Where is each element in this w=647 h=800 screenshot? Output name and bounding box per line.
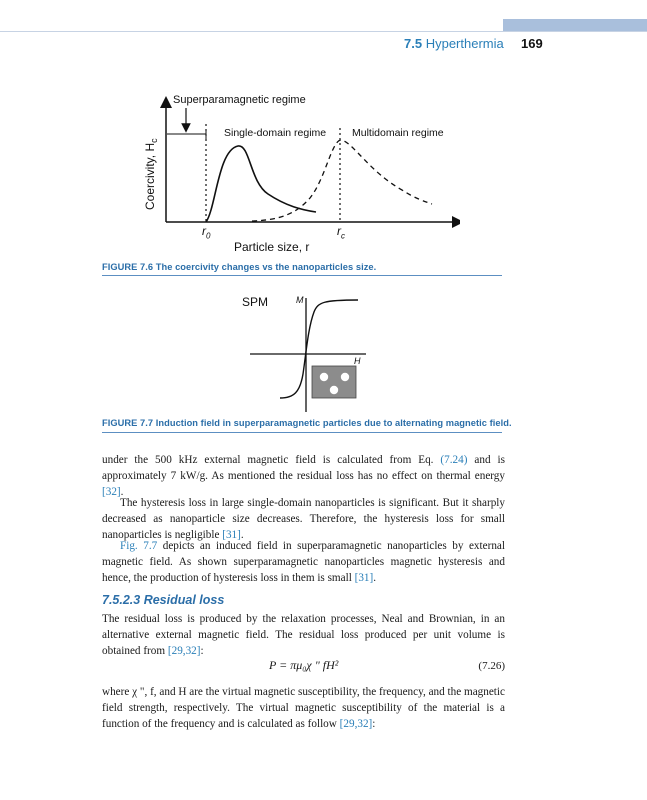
citation-link[interactable]: [31] [222, 529, 241, 542]
h-axis-label: H [354, 356, 361, 366]
equation-reference-link[interactable]: (7.24) [440, 454, 468, 466]
paragraph-2: The hysteresis loss in large single-domain nanoparticles is significant. But it sharply decreased as nanoparticle size decreases. Therefore, the hysteresis loss for small nanoparticles is negligible [31]. [102, 497, 505, 542]
equation-number: (7.26) [478, 660, 505, 672]
paragraph-1: under the 500 kHz external magnetic field is calculated from Eq. (7.24) and is approximately 7 kW/g. As mentioned the residual loss has no effect on thermal energy [32]. [102, 454, 505, 499]
paragraph-3: Fig. 7.7 depicts an induced field in superparamagnetic nanoparticles by external magnetic field. As shown superparamagnetic nanoparticles magnetic hysteresis and hence, the production of hysteresis loss in them is small [31]. [102, 540, 505, 585]
coercivity-diagram [140, 88, 460, 258]
r0-label: $r_0$ [202, 224, 211, 241]
figure-7-7-caption: FIGURE 7.7 Induction field in superparamagnetic particles due to alternating magnetic field. [102, 418, 512, 428]
paragraph-5: where χ ", f, and H are the virtual magnetic susceptibility, the frequency, and the magnetic field strength, respectively. The virtual magnetic susceptibility of the material is a function of the frequency and is calculated as follow [29,32]: [102, 686, 505, 731]
equation-body: P = πμ₀χ " fH² [269, 658, 339, 672]
citation-link[interactable]: [29,32] [339, 718, 373, 731]
figure-7-6 [140, 88, 460, 258]
equation-7-26 [102, 658, 505, 678]
figure-7-6-caption: FIGURE 7.6 The coercivity changes vs the nanoparticles size. [102, 262, 377, 272]
nanoparticle [330, 386, 338, 394]
superparamagnetic-regime-label: Superparamagnetic regime [173, 94, 306, 106]
single-domain-regime-label: Single-domain regime [224, 127, 327, 139]
single-domain-curve [206, 146, 316, 222]
multidomain-regime-label: Multidomain regime [352, 127, 444, 139]
header-rule [0, 31, 647, 32]
rc-label: $r_c$ [337, 224, 345, 241]
figure-7-7-caption-rule [102, 432, 502, 433]
section-heading: 7.5.2.3 Residual loss [102, 593, 225, 607]
figure-reference-link[interactable]: Fig. 7.7 [120, 540, 158, 552]
multidomain-dashed-curve [252, 140, 432, 221]
paragraph-4: The residual loss is produced by the relaxation processes, Neal and Brownian, in an alternative external magnetic field. The residual loss produced per unit volume is obtained from [29,32]: [102, 613, 505, 658]
spm-label: SPM [242, 295, 269, 309]
citation-link[interactable]: [29,32] [167, 645, 201, 658]
running-head-section-number: 7.5 [404, 36, 423, 51]
m-axis-label: M [296, 295, 304, 305]
page-number: 169 [521, 36, 543, 51]
x-axis-title: Particle size, r [234, 240, 310, 254]
running-head [404, 36, 504, 51]
y-axis-title: Coercivity, $H_c$ [142, 138, 160, 211]
citation-link[interactable]: [31] [354, 572, 374, 585]
figure-7-7 [240, 288, 370, 413]
nanoparticle [320, 373, 328, 381]
header-accent-bar [503, 19, 647, 31]
nanoparticle [341, 373, 349, 381]
running-head-title: Hyperthermia [425, 36, 504, 51]
citation-link[interactable]: [32] [102, 486, 121, 499]
figure-7-6-caption-rule [102, 275, 502, 276]
